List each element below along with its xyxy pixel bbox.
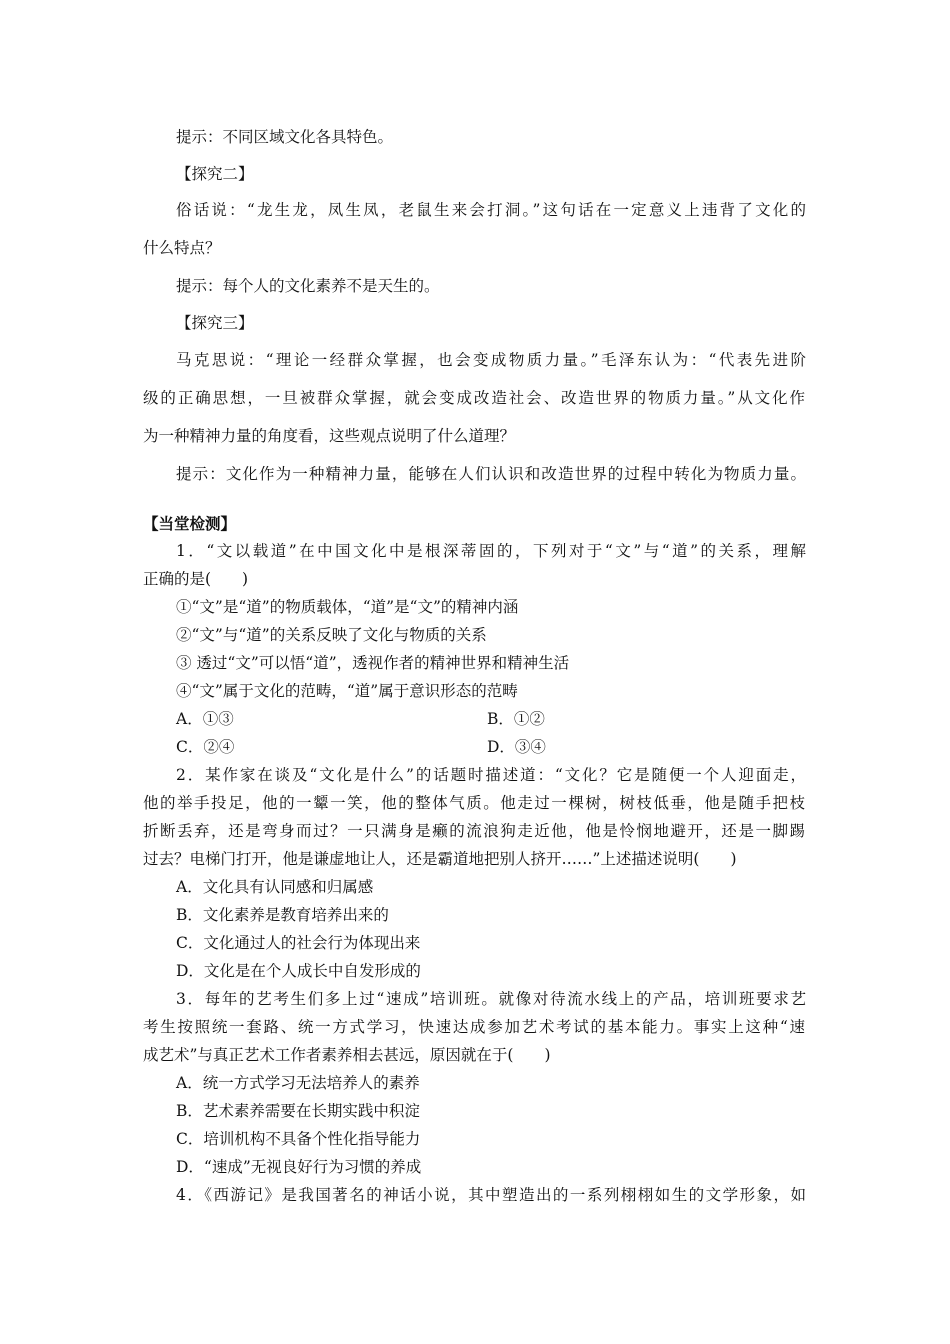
q1-statement-3: ③ 透过“文”可以悟“道”，透视作者的精神世界和精神生活 bbox=[176, 654, 570, 672]
question-2-line-1: 俗话说：“龙生龙，凤生凤，老鼠生来会打洞。”这句话在一定意义上违背了文化的 bbox=[176, 201, 806, 219]
q1-option-b: B．①② bbox=[487, 710, 545, 728]
q3-option-c: C．培训机构不具备个性化指导能力 bbox=[176, 1130, 421, 1148]
q1-statement-2: ②“文”与“道”的关系反映了文化与物质的关系 bbox=[176, 626, 487, 644]
heading-explore-3: 【探究三】 bbox=[176, 314, 254, 332]
hint-1: 提示：不同区域文化各具特色。 bbox=[176, 128, 394, 146]
q4-line-1: 4．《西游记》是我国著名的神话小说，其中塑造出的一系列栩栩如生的文学形象，如 bbox=[176, 1186, 806, 1204]
question-2-line-2: 什么特点？ bbox=[143, 239, 221, 257]
q3-option-b: B．艺术素养需要在长期实践中积淀 bbox=[176, 1102, 420, 1120]
hint-2: 提示：每个人的文化素养不是天生的。 bbox=[176, 277, 440, 295]
q3-option-d: D．“速成”无视良好行为习惯的养成 bbox=[176, 1158, 422, 1176]
q2-option-d: D．文化是在个人成长中自发形成的 bbox=[176, 962, 421, 980]
q1-option-a: A．①③ bbox=[176, 710, 234, 728]
section-heading-test: 【当堂检测】 bbox=[143, 515, 237, 533]
heading-explore-2: 【探究二】 bbox=[176, 165, 254, 183]
q1-line-2: 正确的是( ) bbox=[143, 570, 249, 588]
q1-line-1: 1．“文以载道”在中国文化中是根深蒂固的，下列对于“文”与“道”的关系，理解 bbox=[176, 542, 806, 560]
q3-line-1: 3．每年的艺考生们多上过“速成”培训班。就像对待流水线上的产品，培训班要求艺 bbox=[176, 990, 806, 1008]
q3-option-a: A．统一方式学习无法培养人的素养 bbox=[176, 1074, 420, 1092]
hint-3: 提示：文化作为一种精神力量，能够在人们认识和改造世界的过程中转化为物质力量。 bbox=[176, 465, 806, 483]
q2-line-2: 他的举手投足，他的一颦一笑，他的整体气质。他走过一棵树，树枝低垂，他是随手把枝 bbox=[143, 794, 805, 812]
question-3-line-1: 马克思说：“理论一经群众掌握，也会变成物质力量。”毛泽东认为：“代表先进阶 bbox=[176, 351, 806, 369]
q3-line-3: 成艺术”与真正艺术工作者素养相去甚远，原因就在于( ) bbox=[143, 1046, 551, 1064]
question-3-line-2: 级的正确思想，一旦被群众掌握，就会变成改造社会、改造世界的物质力量。”从文化作 bbox=[143, 389, 805, 407]
q2-line-1: 2．某作家在谈及“文化是什么”的话题时描述道：“文化？它是随便一个人迎面走， bbox=[176, 766, 806, 784]
q2-option-c: C．文化通过人的社会行为体现出来 bbox=[176, 934, 421, 952]
q1-statement-4: ④“文”属于文化的范畴，“道”属于意识形态的范畴 bbox=[176, 682, 518, 700]
q1-option-d: D．③④ bbox=[487, 738, 546, 756]
q2-option-a: A．文化具有认同感和归属感 bbox=[176, 878, 374, 896]
q1-statement-1: ①“文”是“道”的物质载体，“道”是“文”的精神内涵 bbox=[176, 598, 519, 616]
q2-line-3: 折断丢弃，还是弯身而过？一只满身是癞的流浪狗走近他，他是怜悯地避开，还是一脚踢 bbox=[143, 822, 805, 840]
q1-option-c: C．②④ bbox=[176, 738, 235, 756]
q2-line-4: 过去？电梯门打开，他是谦虚地让人，还是霸道地把别人挤开……”上述描述说明( ) bbox=[143, 850, 737, 868]
q3-line-2: 考生按照统一套路、统一方式学习，快速达成参加艺术考试的基本能力。事实上这种“速 bbox=[143, 1018, 805, 1036]
question-3-line-3: 为一种精神力量的角度看，这些观点说明了什么道理？ bbox=[143, 427, 516, 445]
q2-option-b: B．文化素养是教育培养出来的 bbox=[176, 906, 389, 924]
